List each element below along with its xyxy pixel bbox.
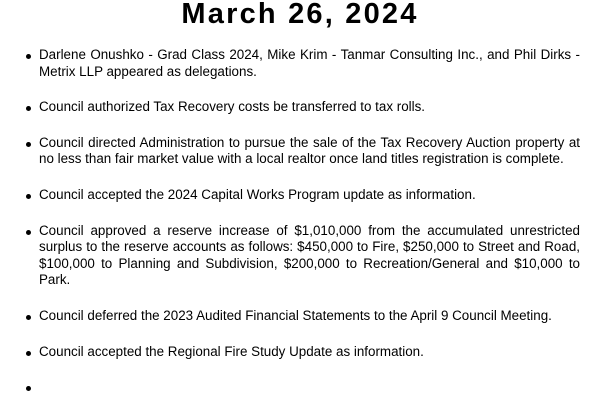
list-item-text: Council accepted the 2024 Capital Works Program update as information. bbox=[39, 186, 476, 202]
list-item-text: Darlene Onushko - Grad Class 2024, Mike Krim - Tanmar Consulting Inc., and Phil Dirks - Metrix LLP appeared as delegations. bbox=[39, 47, 580, 79]
list-item-partial bbox=[0, 379, 600, 395]
list-item-text: Council deferred the 2023 Audited Financial Statements to the April 9 Council Meeting. bbox=[39, 307, 552, 323]
bullet-icon bbox=[26, 106, 31, 111]
list-item-text: Council accepted the Regional Fire Study Update as information. bbox=[39, 343, 424, 359]
list-item bbox=[0, 99, 600, 116]
date-heading: March 26, 2024 bbox=[181, 0, 419, 30]
list-item bbox=[0, 223, 600, 289]
list-item bbox=[0, 308, 600, 325]
bullet-icon bbox=[26, 315, 31, 320]
council-decisions-list bbox=[0, 47, 600, 400]
list-item bbox=[0, 344, 600, 361]
list-item bbox=[0, 47, 600, 80]
list-item bbox=[0, 135, 600, 168]
bullet-icon bbox=[26, 230, 31, 235]
list-item-text: Council approved a reserve increase of $1,010,000 from the accumulated unrestricted surplus to the reserve accounts as follows: $450,000 to Fire, $250,000 to Street and Road, $100,000 to Planning and Subdivision, $200,000 to Recreation/General and $10,000 to Park. bbox=[39, 222, 580, 288]
bullet-icon bbox=[26, 142, 31, 147]
list-item-text: Council authorized Tax Recovery costs be transferred to tax rolls. bbox=[39, 99, 426, 115]
list-item bbox=[0, 187, 600, 204]
list-item-text: Council directed Administration to pursue the sale of the Tax Recovery Auction property at no less than fair market value with a local realtor once land titles registration is complete. bbox=[39, 134, 580, 167]
bullet-icon bbox=[26, 351, 31, 356]
bullet-icon bbox=[26, 386, 31, 391]
bullet-icon bbox=[26, 194, 31, 199]
bullet-icon bbox=[26, 54, 31, 59]
